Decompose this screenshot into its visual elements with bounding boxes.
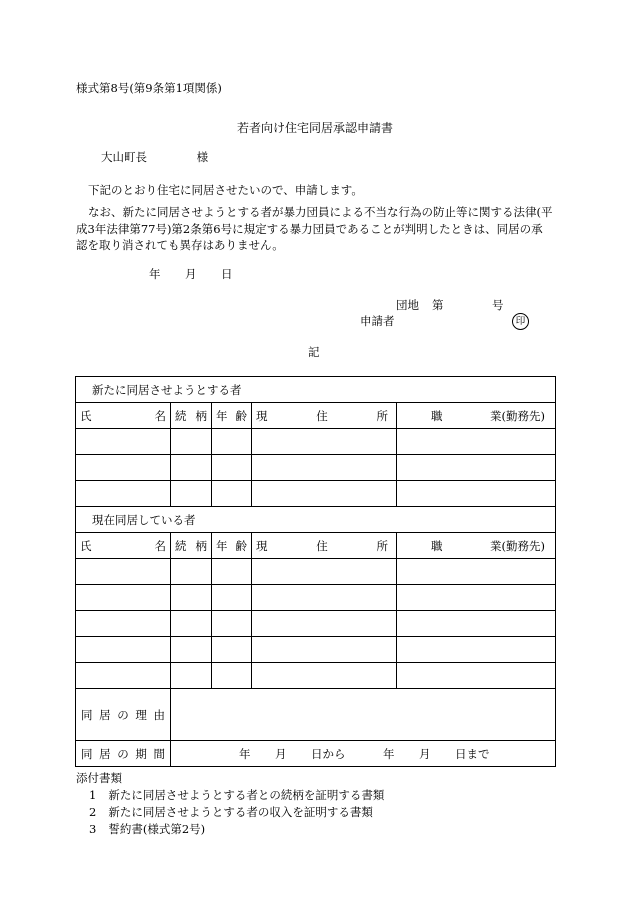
relation-cell[interactable] (171, 481, 212, 507)
address-cell[interactable] (252, 481, 397, 507)
name-cell[interactable] (76, 481, 171, 507)
name-cell[interactable] (76, 429, 171, 455)
form-id: 様式第8号(第9条第1項関係) (76, 81, 222, 95)
age-cell[interactable] (212, 455, 252, 481)
age-cell[interactable] (212, 429, 252, 455)
age-cell[interactable] (212, 663, 252, 689)
name-cell[interactable] (76, 611, 171, 637)
table-row (76, 663, 556, 689)
header-address: 現 住 所 (252, 533, 397, 559)
table-row (76, 455, 556, 481)
header-address: 現 住 所 (252, 403, 397, 429)
new-section-label: 新たに同居させようとする者 (76, 377, 556, 403)
period-row (76, 741, 556, 767)
occupation-cell[interactable] (397, 585, 556, 611)
table-row (76, 481, 556, 507)
relation-cell[interactable] (171, 637, 212, 663)
occupation-cell[interactable] (397, 429, 556, 455)
attachment-item: 2 新たに同居させようとする者の収入を証明する書類 (89, 805, 373, 819)
reason-input[interactable] (171, 689, 556, 741)
period-label: 同 居 の 期 間 (76, 741, 171, 767)
address-cell[interactable] (252, 559, 397, 585)
occupation-cell[interactable] (397, 455, 556, 481)
name-cell[interactable] (76, 637, 171, 663)
header-name: 氏 名 (76, 533, 171, 559)
name-cell[interactable] (76, 663, 171, 689)
header-age: 年 齢 (212, 533, 252, 559)
date-month: 月 (185, 267, 197, 281)
age-cell[interactable] (212, 585, 252, 611)
header-occupation: 職 業(勤務先) (397, 403, 556, 429)
table-row (76, 611, 556, 637)
table-row (76, 429, 556, 455)
period-input[interactable]: 年 月 日から 年 月 日まで (171, 741, 556, 767)
relation-cell[interactable] (171, 429, 212, 455)
address-cell[interactable] (252, 663, 397, 689)
address-cell[interactable] (252, 455, 397, 481)
header-relation: 続 柄 (171, 533, 212, 559)
address-cell[interactable] (252, 429, 397, 455)
seal-mark: 印 (512, 313, 529, 330)
address-cell[interactable] (252, 611, 397, 637)
header-row-current (76, 533, 556, 559)
date-day: 日 (221, 267, 233, 281)
current-section-label: 現在同居している者 (76, 507, 556, 533)
age-cell[interactable] (212, 559, 252, 585)
age-cell[interactable] (212, 637, 252, 663)
occupation-cell[interactable] (397, 637, 556, 663)
relation-cell[interactable] (171, 663, 212, 689)
age-cell[interactable] (212, 611, 252, 637)
attachments-label: 添付書類 (76, 771, 122, 785)
current-section-row (76, 507, 556, 533)
table-row (76, 637, 556, 663)
age-cell[interactable] (212, 481, 252, 507)
occupation-cell[interactable] (397, 663, 556, 689)
applicant-label: 申請者 (360, 314, 395, 328)
ki-heading: 記 (308, 345, 320, 359)
relation-cell[interactable] (171, 611, 212, 637)
table-row (76, 585, 556, 611)
relation-cell[interactable] (171, 585, 212, 611)
header-name: 氏 名 (76, 403, 171, 429)
dai-label: 第 (432, 298, 444, 312)
header-occupation: 職 業(勤務先) (397, 533, 556, 559)
relation-cell[interactable] (171, 559, 212, 585)
go-label: 号 (492, 298, 504, 312)
occupation-cell[interactable] (397, 481, 556, 507)
addressee (101, 150, 208, 164)
name-cell[interactable] (76, 455, 171, 481)
attachment-item: 1 新たに同居させようとする者との続柄を証明する書類 (89, 788, 385, 802)
cohabitant-table (75, 376, 556, 767)
new-section-row (76, 377, 556, 403)
header-age: 年 齢 (212, 403, 252, 429)
name-cell[interactable] (76, 585, 171, 611)
occupation-cell[interactable] (397, 611, 556, 637)
body-paragraph-1: 下記のとおり住宅に同居させたいので、申請します。 (88, 183, 363, 197)
address-cell[interactable] (252, 585, 397, 611)
name-cell[interactable] (76, 559, 171, 585)
attachment-item: 3 誓約書(様式第2号) (89, 822, 206, 836)
header-row-new (76, 403, 556, 429)
reason-label: 同 居 の 理 由 (76, 689, 171, 741)
address-cell[interactable] (252, 637, 397, 663)
reason-row (76, 689, 556, 741)
relation-cell[interactable] (171, 455, 212, 481)
addressee-honorific: 様 (196, 150, 209, 164)
header-relation: 続 柄 (171, 403, 212, 429)
addressee-name: 大山町長 (101, 150, 147, 164)
occupation-cell[interactable] (397, 559, 556, 585)
danchi-label: 団地 (396, 298, 419, 312)
body-paragraph-2: なお、新たに同居させようとする者が暴力団員による不当な行為の防止等に関する法律(平成3年法律第77号)第2条第6号に規定する暴力団員であることが判明したときは、同居の承認を取り消されても異存はありません。 (76, 205, 553, 252)
document-title: 若者向け住宅同居承認申請書 (236, 121, 393, 135)
date-year: 年 (149, 267, 161, 281)
table-row (76, 559, 556, 585)
